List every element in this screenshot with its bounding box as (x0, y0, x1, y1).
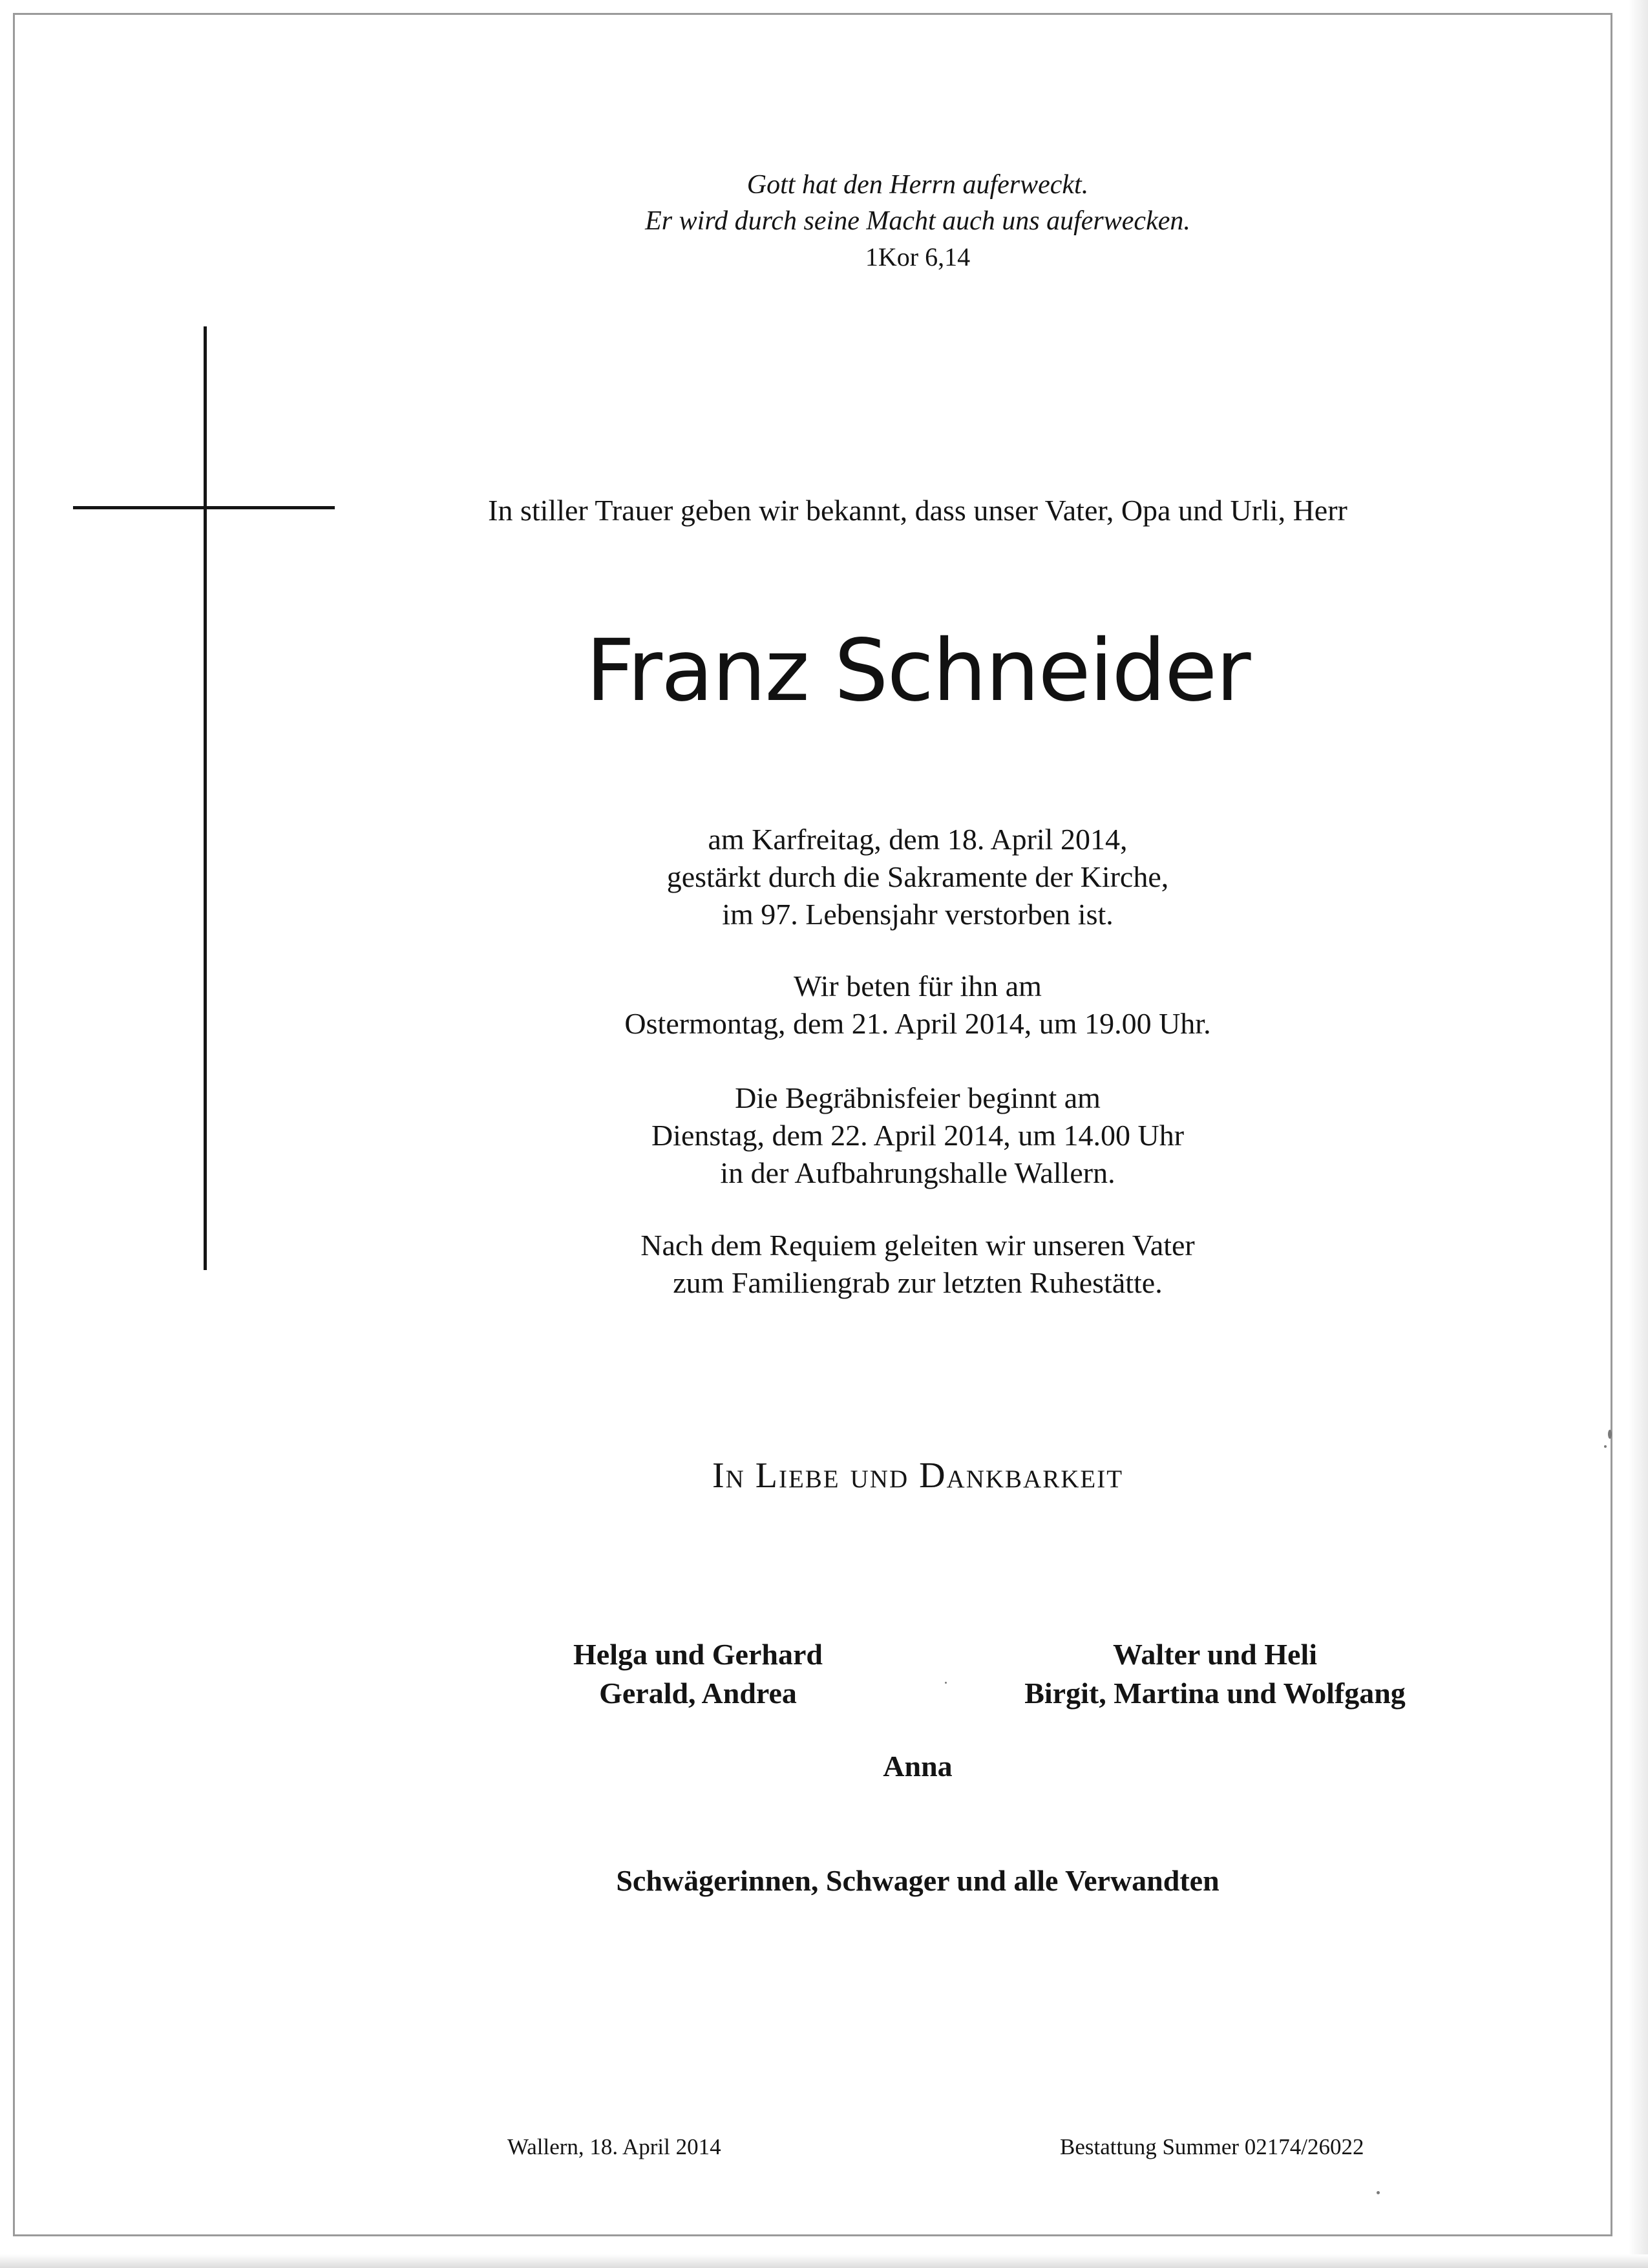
mourners-right (956, 1635, 1474, 1713)
scan-speck (945, 1682, 947, 1684)
funeral-line-1: Die Begräbnisfeier beginnt am (735, 1081, 1101, 1114)
verse-line-1: Gott hat den Herrn auferweckt. (746, 170, 1089, 200)
mourners-left (491, 1635, 905, 1713)
announcement-text: In stiller Trauer geben wir bekannt, dass unser Vater, Opa und Urli, Herr (488, 494, 1347, 527)
funeral-line-3: in der Aufbahrungshalle Wallern. (720, 1156, 1115, 1189)
cross-vertical-bar (204, 326, 207, 1270)
prayer-line-2: Ostermontag, dem 21. April 2014, um 19.00 Uhr. (624, 1007, 1211, 1040)
prayer-notice (465, 968, 1370, 1043)
burial-line-1: Nach dem Requiem geleiten wir unseren Vater (640, 1229, 1195, 1262)
funeral-notice (465, 1079, 1370, 1192)
scan-edge-bottom (0, 2254, 1648, 2268)
scan-speck (1604, 1445, 1607, 1448)
burial-line-2: zum Familiengrab zur letzten Ruhestätte. (673, 1266, 1163, 1299)
prayer-line-1: Wir beten für ihn am (794, 970, 1042, 1002)
mourners-left-line-1: Helga und Gerhard (573, 1638, 823, 1671)
scan-speck (1377, 2191, 1380, 2194)
mourners-center: Anna (883, 1750, 953, 1783)
verse-line-2: Er wird durch seine Macht auch uns auferwecken. (645, 206, 1190, 236)
footer-place-date: Wallern, 18. April 2014 (507, 2134, 721, 2159)
mourners-relatives: Schwägerinnen, Schwager und alle Verwandten (616, 1864, 1220, 1897)
funeral-line-2: Dienstag, dem 22. April 2014, um 14.00 Uhr (651, 1119, 1185, 1152)
burial-notice (465, 1227, 1370, 1302)
verse-reference: 1Kor 6,14 (865, 242, 971, 271)
death-notice-line-2: gestärkt durch die Sakramente der Kirche, (666, 860, 1169, 893)
death-notice-line-3: im 97. Lebensjahr verstorben ist. (722, 898, 1114, 931)
death-notice (465, 821, 1370, 933)
mourners-left-line-2: Gerald, Andrea (599, 1677, 797, 1710)
closing-heading: In Liebe und Dankbarkeit (712, 1456, 1124, 1496)
death-notice-line-1: am Karfreitag, dem 18. April 2014, (708, 823, 1128, 856)
bible-verse (595, 167, 1241, 275)
footer-undertaker: Bestattung Summer 02174/26022 (1060, 2134, 1364, 2159)
mourners-right-line-1: Walter und Heli (1112, 1638, 1318, 1671)
scan-speck (1608, 1430, 1612, 1439)
deceased-name: Franz Schneider (586, 621, 1250, 721)
scan-edge-right (1629, 0, 1648, 2268)
cross-horizontal-bar (73, 506, 335, 509)
mourners-right-line-2: Birgit, Martina und Wolfgang (1024, 1677, 1406, 1710)
